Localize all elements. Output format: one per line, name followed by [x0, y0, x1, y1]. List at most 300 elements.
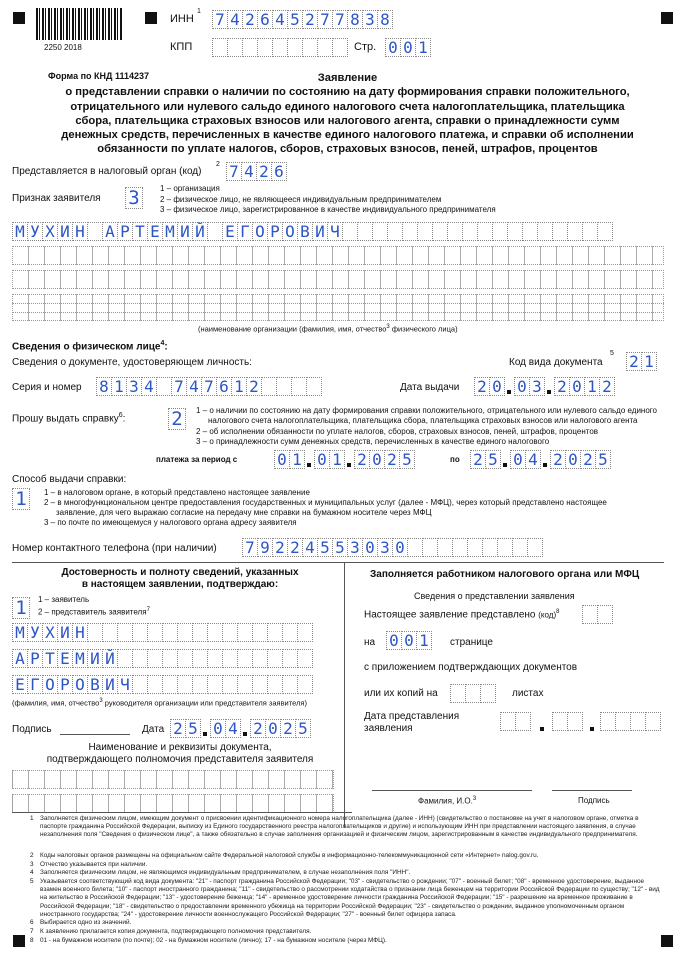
option-text: 3 – о принадлежности сумм денежных средств, перечисленных в качестве единого налогового	[196, 436, 550, 446]
sign-label: Подпись	[12, 724, 52, 735]
char-cell: О	[42, 675, 58, 694]
title-line: о представлении справки о наличии по состоянию на дату формирования справки положительного,	[65, 86, 630, 99]
char-cell: 9	[257, 538, 273, 557]
option-text: 1 – заявитель	[38, 595, 90, 604]
char-cell	[497, 538, 513, 557]
char-cell: 4	[525, 450, 541, 469]
char-cell	[177, 623, 193, 642]
option-text	[38, 605, 150, 618]
char-cell: 1	[584, 377, 600, 396]
char-cell: И	[177, 222, 193, 241]
char-cell	[282, 623, 298, 642]
char-cell	[267, 623, 283, 642]
char-cell: 5	[399, 450, 415, 469]
issue-date-label: Дата выдачи	[400, 382, 460, 393]
label-text: Прошу выдать справку	[12, 413, 119, 425]
char-cell: 7	[171, 377, 187, 396]
char-cell: 0	[565, 450, 581, 469]
date-dot	[507, 390, 511, 394]
char-cell: 6	[216, 377, 232, 396]
char-cell	[242, 38, 258, 57]
date-separator	[344, 450, 354, 469]
char-cell: 1	[415, 38, 431, 57]
char-cell	[237, 675, 253, 694]
series-label: Серия и номер	[12, 382, 82, 393]
label-sup: 6	[118, 412, 123, 419]
char-cell	[132, 623, 148, 642]
char-cell	[207, 649, 223, 668]
copies-field[interactable]	[450, 684, 495, 703]
footnote: Коды налоговых органов размещены на официальном сайте Федеральной налоговой службы в информационно-телекоммуникационной сети «Интернет» nalog.gov.ru.	[40, 852, 539, 859]
char-cell	[342, 222, 358, 241]
char-cell: Х	[42, 623, 58, 642]
char-cell: 2	[354, 450, 370, 469]
char-cell: 2	[474, 377, 490, 396]
form-code: Форма по КНД 1114237	[48, 71, 149, 81]
name-row[interactable]	[12, 246, 664, 265]
copies-label: или их копий на	[364, 688, 438, 699]
char-cell	[147, 623, 163, 642]
pages-field[interactable]	[386, 631, 431, 650]
heading-line: в настоящем заявлении, подтверждаю:	[81, 579, 279, 590]
kpp-field[interactable]	[212, 38, 347, 57]
title-line: сбора, плательщика страховых взносов или налогового агента, справки о принадлежности сумм	[75, 114, 620, 127]
date-separator	[540, 727, 544, 731]
char-cell: Р	[117, 222, 133, 241]
phone-label: Номер контактного телефона (при наличии)	[12, 543, 217, 554]
char-cell	[212, 38, 228, 57]
document-title	[40, 71, 655, 157]
submitted-label	[364, 609, 559, 620]
char-cell	[222, 623, 238, 642]
option-text: 2 – об исполнении обязанности по уплате налогов, сборов, страховых взносов, пеней, штрафов, процентов	[196, 426, 599, 436]
char-cell: 2	[272, 538, 288, 557]
char-cell: Ч	[327, 222, 343, 241]
char-cell	[132, 675, 148, 694]
series-number-field[interactable]	[96, 377, 321, 396]
char-cell: 7	[212, 10, 228, 29]
char-cell: 7	[242, 538, 258, 557]
char-cell	[192, 623, 208, 642]
char-cell	[437, 538, 453, 557]
char-cell: 2	[554, 377, 570, 396]
char-cell: 4	[272, 10, 288, 29]
char-cell: 5	[287, 10, 303, 29]
char-cell: Е	[147, 222, 163, 241]
name-row[interactable]	[12, 270, 664, 289]
char-cell: М	[162, 222, 178, 241]
submit-date-label	[364, 711, 459, 735]
char-cell: 2	[384, 450, 400, 469]
sign-line	[552, 790, 632, 791]
char-cell: У	[27, 623, 43, 642]
applicant-sign-field[interactable]	[125, 187, 142, 209]
char-cell: 2	[242, 10, 258, 29]
char-cell: 2	[302, 10, 318, 29]
footnote: 01 - на бумажном носителе (по почте); 02 - на бумажном носителе (лично); 17 - на бумажном носителе (через МФЦ).	[40, 937, 387, 944]
char-cell: 8	[377, 10, 393, 29]
char-cell: 1	[641, 352, 657, 371]
char-cell: Г	[237, 222, 253, 241]
char-cell	[267, 675, 283, 694]
option-text: 1 – организация	[160, 184, 220, 193]
char-cell	[237, 649, 253, 668]
char-cell: Е	[57, 649, 73, 668]
char-cell	[162, 649, 178, 668]
authority-doc-row[interactable]	[12, 794, 334, 813]
name-caption	[198, 324, 458, 334]
char-cell	[117, 649, 133, 668]
char-cell	[297, 649, 313, 668]
char-cell: 5	[485, 450, 501, 469]
char-cell: Р	[27, 649, 43, 668]
caption-sup: 3	[386, 324, 390, 330]
char-cell	[156, 377, 172, 396]
char-cell	[522, 222, 538, 241]
date-dot	[547, 390, 551, 394]
label-sup: 8	[556, 609, 560, 615]
firstname-field[interactable]	[12, 649, 312, 668]
caption-text: (фамилия, имя, отчество	[12, 698, 100, 708]
char-cell: 0	[400, 38, 416, 57]
fio-line	[372, 790, 532, 791]
date-separator	[590, 727, 594, 731]
char-cell: М	[12, 623, 28, 642]
authority-doc-row[interactable]	[12, 770, 334, 789]
date-dot	[307, 463, 311, 467]
option-text: заявление, для чего выражаю согласие на передачу мне справки на бумажном носителе через МФЦ	[56, 508, 432, 517]
issue-date-field[interactable]	[474, 377, 614, 396]
title-line: Заявление	[317, 72, 378, 84]
char-cell	[407, 538, 423, 557]
char-cell	[332, 38, 348, 57]
char-cell	[467, 538, 483, 557]
patronymic-field[interactable]	[12, 675, 312, 694]
char-cell: Е	[12, 675, 28, 694]
char-cell: 4	[186, 377, 202, 396]
corner-marker-top-left	[13, 12, 25, 24]
period-to-label: по	[450, 455, 460, 464]
char-cell	[252, 675, 268, 694]
title-line: денежных средств, перечисленных в качестве единого налогового платежа, и справки об исполнении	[61, 129, 634, 142]
char-cell	[402, 222, 418, 241]
char-cell: 5	[295, 719, 311, 738]
caption-sup: 3	[99, 698, 103, 704]
char-cell	[87, 623, 103, 642]
char-cell: В	[87, 675, 103, 694]
doc-type-label: Код вида документа	[509, 357, 603, 368]
char-cell: Й	[192, 222, 208, 241]
char-cell: И	[102, 675, 118, 694]
label-sup: 3	[472, 796, 477, 802]
date-dot	[243, 732, 247, 736]
corner-marker-bottom-right	[661, 935, 673, 947]
label-code: (код)	[538, 610, 557, 620]
char-cell: 2	[287, 538, 303, 557]
char-cell: 1	[416, 631, 432, 650]
doc-label: Сведения о документе, удостоверяющем личность:	[12, 357, 252, 368]
char-cell	[207, 675, 223, 694]
option-sup: 7	[146, 607, 150, 613]
heading-text: Сведения о физическом лице	[12, 341, 161, 353]
footnote-divider	[12, 812, 352, 813]
char-cell	[147, 675, 163, 694]
confirm-role-field[interactable]	[12, 597, 29, 619]
char-cell	[372, 222, 388, 241]
section-divider-vertical	[344, 562, 345, 828]
char-cell	[222, 649, 238, 668]
submit-date-year[interactable]	[600, 712, 660, 731]
char-cell: 0	[210, 719, 226, 738]
char-cell: И	[57, 623, 73, 642]
page-number-field[interactable]	[385, 38, 430, 57]
char-cell	[357, 222, 373, 241]
char-cell	[477, 222, 493, 241]
char-cell: 2	[280, 719, 296, 738]
date-separator	[544, 377, 554, 396]
doc-type-sup: 5	[610, 350, 614, 357]
date-separator	[240, 719, 250, 738]
date-dot	[503, 463, 507, 467]
char-cell	[222, 675, 238, 694]
char-cell	[492, 222, 508, 241]
option-text: 1 – о наличии по состоянию на дату формирования справки положительного, отрицательного или нулевого сальдо единого	[196, 406, 657, 415]
period-label: платежа за период с	[156, 455, 238, 464]
char-cell	[177, 649, 193, 668]
char-cell: 4	[241, 162, 257, 181]
char-cell	[582, 222, 598, 241]
char-cell: 2	[256, 162, 272, 181]
char-cell	[252, 623, 268, 642]
char-cell: 8	[96, 377, 112, 396]
char-cell: 1	[289, 450, 305, 469]
char-cell: А	[102, 222, 118, 241]
char-cell	[507, 222, 523, 241]
char-cell: 2	[599, 377, 615, 396]
period-to-field[interactable]	[470, 450, 610, 469]
char-cell	[527, 538, 543, 557]
char-cell	[302, 38, 318, 57]
char-cell	[552, 222, 568, 241]
char-cell: 2	[250, 719, 266, 738]
authority-label: Представляется в налоговый орган (код)	[12, 166, 202, 177]
char-cell	[261, 377, 277, 396]
char-cell: 4	[225, 719, 241, 738]
authority-sup: 2	[216, 161, 220, 168]
char-cell: 0	[510, 450, 526, 469]
footnote: Отчество указывается при наличии.	[40, 861, 148, 868]
confirm-role-value: 1	[12, 597, 30, 619]
on-label: на	[364, 637, 376, 648]
char-cell	[462, 222, 478, 241]
char-cell: 7	[226, 162, 242, 181]
char-cell	[227, 38, 243, 57]
char-cell	[306, 377, 322, 396]
char-cell: У	[27, 222, 43, 241]
inn-label: ИНН	[170, 13, 194, 25]
inn-field[interactable]	[212, 10, 392, 29]
staff-fio-label	[418, 796, 476, 806]
delivery-options	[44, 488, 607, 528]
request-value: 2	[168, 408, 186, 430]
char-cell	[537, 222, 553, 241]
doc-type-field[interactable]	[626, 352, 656, 371]
sign-line	[60, 734, 130, 735]
char-cell	[102, 623, 118, 642]
char-cell	[317, 38, 333, 57]
char-cell: А	[12, 649, 28, 668]
char-cell: 0	[569, 377, 585, 396]
char-cell	[162, 675, 178, 694]
char-cell: 3	[362, 10, 378, 29]
char-cell	[447, 222, 463, 241]
char-cell: Г	[27, 675, 43, 694]
kpp-label: КПП	[170, 41, 193, 53]
footnote: К заявлению прилагается копия документа, подтверждающего полномочия представителя.	[40, 928, 312, 935]
char-cell: 4	[141, 377, 157, 396]
char-cell: 2	[626, 352, 642, 371]
delivery-label: Способ выдачи справки:	[12, 474, 127, 485]
caption-text: физического лица)	[391, 324, 458, 334]
char-cell	[432, 222, 448, 241]
submit-date-day[interactable]	[500, 712, 530, 731]
char-cell: В	[297, 222, 313, 241]
char-cell: 3	[347, 538, 363, 557]
char-cell	[282, 649, 298, 668]
char-cell: 2	[550, 450, 566, 469]
date-dot	[203, 732, 207, 736]
char-cell	[452, 538, 468, 557]
name-row[interactable]	[12, 303, 664, 321]
confirm-heading	[40, 567, 320, 591]
delivery-field[interactable]	[12, 488, 29, 510]
char-cell: 0	[386, 631, 402, 650]
footnote-number: 7	[30, 928, 34, 935]
footnote-number: 1	[30, 815, 34, 822]
footnote: Указывается соответствующий код вида документа: "21" - паспорт гражданина Российской Федерации; "03" - свидетельство о рождении; "07" - военный билет; "08" - временное удостоверение, выданное взамен военного билета; "10" - паспорт иностранного гражданина; "11" - свидетельство о рассмотрении ходатайства о признании лица беженцем на территории Российской Федерации по существу; "12" - вид на жительство в Российской Федерации; "13" - удостоверение беженца; "14" - временное удостоверение личности гражданина Российской Федерации; "15" - разрешение на временное проживание в Российской Федерации; "18" - свидетельство о предоставлении временного убежища на территории Российской Федерации; "23" - свидетельство о рождении, выданное уполномоченным органом иностранного государства; "24" - удостоверение личности военнослужащего Российской Федерации; "27" - военный билет офицера запаса.	[40, 878, 660, 918]
char-cell	[417, 222, 433, 241]
char-cell: Р	[57, 675, 73, 694]
request-field[interactable]	[168, 408, 185, 430]
footnote-number: 3	[30, 861, 34, 868]
char-cell: 7	[201, 377, 217, 396]
char-cell: 6	[257, 10, 273, 29]
date-label: Дата	[142, 724, 165, 735]
char-cell	[252, 649, 268, 668]
heading-line: Наименование и реквизиты документа,	[88, 742, 272, 753]
phone-field[interactable]	[242, 538, 542, 557]
char-cell	[512, 538, 528, 557]
person-heading: Сведения о физическом лице$^4$:	[12, 340, 168, 353]
staff-sign-label: Подпись	[578, 796, 610, 805]
label-line: Дата представления	[364, 711, 460, 722]
char-cell	[276, 377, 292, 396]
char-cell: 0	[369, 450, 385, 469]
request-options	[196, 406, 657, 447]
period-from-field[interactable]	[274, 450, 414, 469]
caption-text: (наименование организации (фамилия, имя, отчество	[198, 324, 387, 334]
char-cell: 6	[271, 162, 287, 181]
char-cell	[297, 623, 313, 642]
char-cell	[117, 623, 133, 642]
char-cell: М	[12, 222, 28, 241]
char-cell: Х	[42, 222, 58, 241]
authority-code-field[interactable]	[226, 162, 286, 181]
char-cell	[147, 649, 163, 668]
char-cell: О	[282, 222, 298, 241]
char-cell	[177, 675, 193, 694]
char-cell	[297, 675, 313, 694]
confirm-date-field[interactable]	[170, 719, 310, 738]
char-cell	[132, 649, 148, 668]
inn-sup: 1	[197, 8, 201, 15]
option-label: 2 – представитель заявителя	[38, 607, 147, 617]
request-label: Прошу выдать справку$^6$:	[12, 412, 126, 425]
applicant-sign-value: 3	[125, 187, 143, 209]
date-separator	[304, 450, 314, 469]
char-cell	[257, 38, 273, 57]
authority-doc-heading	[40, 742, 320, 766]
char-cell: И	[57, 222, 73, 241]
pages-label: странице	[450, 637, 493, 648]
char-cell: 2	[580, 450, 596, 469]
char-cell	[162, 623, 178, 642]
submitted-code-field[interactable]	[582, 605, 612, 624]
name-row[interactable]	[12, 222, 612, 241]
char-cell: М	[72, 649, 88, 668]
char-cell: Н	[72, 623, 88, 642]
applicant-sign-options	[160, 184, 496, 216]
option-text: 3 – физическое лицо, зарегистрированное в качестве индивидуального предпринимателя	[160, 205, 496, 214]
date-separator	[540, 450, 550, 469]
char-cell: 1	[231, 377, 247, 396]
char-cell: Й	[102, 649, 118, 668]
fio-caption	[12, 698, 307, 708]
footnote: Заполняется физическим лицом, не являющимся индивидуальным предпринимателем, в случае незаполнения поля "ИНН".	[40, 869, 411, 876]
char-cell	[192, 675, 208, 694]
char-cell: 4	[302, 538, 318, 557]
char-cell: Т	[132, 222, 148, 241]
char-cell: 0	[362, 538, 378, 557]
staff-sub: Сведения о представлении заявления	[414, 591, 575, 601]
char-cell: Р	[267, 222, 283, 241]
char-cell: 0	[392, 538, 408, 557]
char-cell: Н	[72, 222, 88, 241]
label-text: Настоящее заявление представлено	[364, 609, 536, 621]
date-dot	[543, 463, 547, 467]
char-cell	[387, 222, 403, 241]
char-cell: 5	[332, 538, 348, 557]
char-cell: 0	[401, 631, 417, 650]
heading-line: подтверждающего полномочия представителя заявителя	[46, 754, 314, 765]
date-separator	[504, 377, 514, 396]
char-cell: И	[87, 649, 103, 668]
attach-label: с приложением подтверждающих документов	[364, 662, 578, 673]
surname-field[interactable]	[12, 623, 312, 642]
date-separator	[200, 719, 210, 738]
submit-date-month[interactable]	[552, 712, 582, 731]
char-cell	[237, 623, 253, 642]
char-cell	[207, 623, 223, 642]
footnote-number: 5	[30, 878, 34, 885]
char-cell: 0	[385, 38, 401, 57]
char-cell: 7	[332, 10, 348, 29]
char-cell: 5	[595, 450, 611, 469]
barcode	[36, 8, 122, 40]
confirm-role-options	[38, 595, 150, 618]
char-cell	[192, 649, 208, 668]
date-dot	[347, 463, 351, 467]
